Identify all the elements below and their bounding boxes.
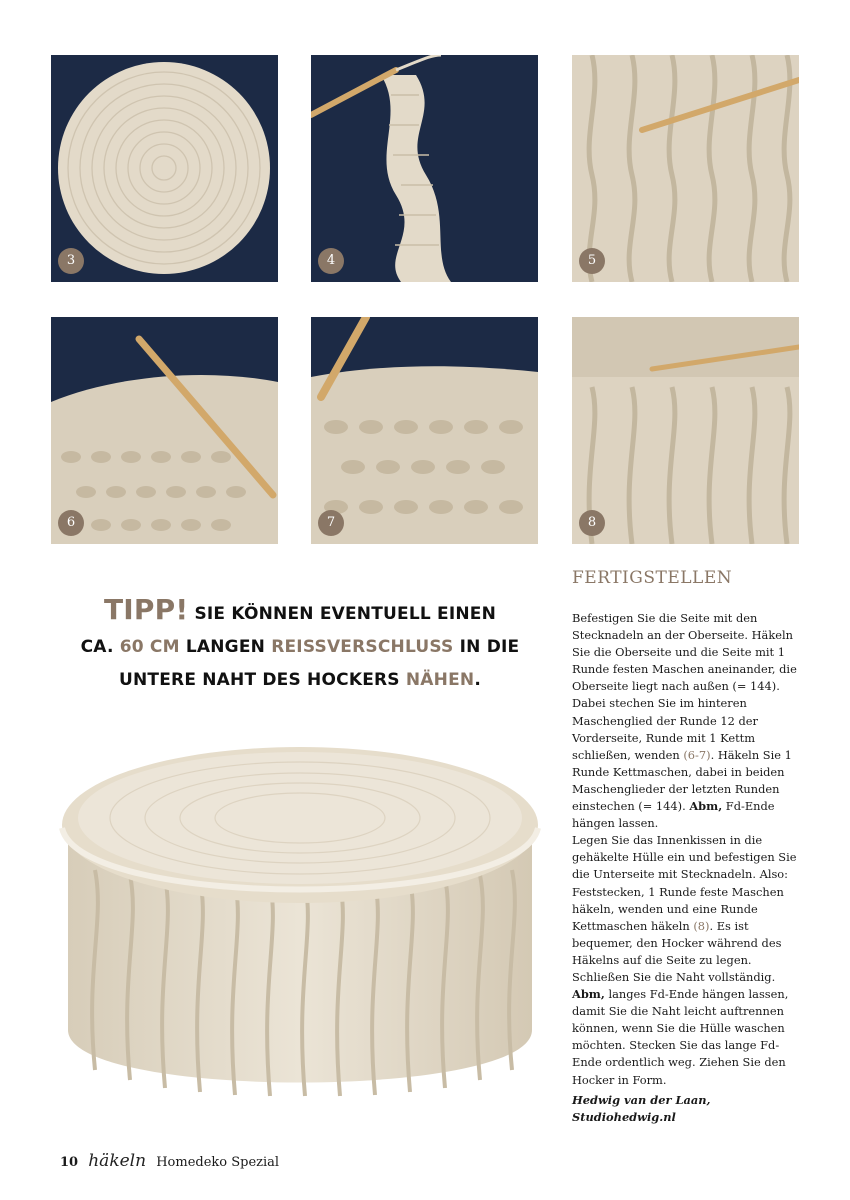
step-number-badge: 8 xyxy=(579,510,605,536)
text-run: Legen Sie das Innenkissen in die gehäkelte Hülle ein und befestigen Sie die Unterseite mit Stecknadeln. Also: Feststecken, 1 Runde feste Maschen häkeln, wenden und eine Runde Kettmaschen häkeln xyxy=(572,833,797,933)
abbr-bold: Abm, xyxy=(689,799,723,814)
tip-text-1: SIE KÖNNEN EVENTUELL EINEN xyxy=(194,604,497,624)
text-run: . Häkeln Sie 1 Runde Kettmaschen, dabei in beiden Maschenglieder der letzten Runden einstechen (= 144). xyxy=(572,747,792,814)
tip-text-ca: CA. xyxy=(80,637,114,657)
text-run: . Es ist bequemer, den Hocker während des Häkelns auf die Seite zu legen. Schließen Sie die Naht vollständig. xyxy=(572,918,782,984)
photo-step-4 xyxy=(311,55,538,282)
tip-text-4: UNTERE NAHT DES HOCKERS xyxy=(118,670,400,690)
photo-step-8 xyxy=(572,317,799,544)
section-title: FERTIGSTELLEN xyxy=(572,568,733,588)
tip-lead: TIPP! xyxy=(103,593,189,626)
author-credit xyxy=(572,1092,710,1126)
page-number: 10 xyxy=(60,1155,79,1170)
photo-step-7 xyxy=(311,317,538,544)
step-number-badge: 7 xyxy=(318,510,344,536)
author-site: Studiohedwig.nl xyxy=(572,1110,676,1124)
photo-ref: (6-7) xyxy=(683,747,711,762)
tip-text-3: IN DIE xyxy=(459,637,520,657)
step-number-badge: 5 xyxy=(579,248,605,274)
paragraph-1 xyxy=(572,610,804,832)
photo-step-3 xyxy=(51,55,278,282)
author-name: Hedwig van der Laan, xyxy=(572,1093,711,1107)
tip-dot: . xyxy=(474,670,481,690)
tip-zipper: REISSVERSCHLUSS xyxy=(271,637,454,657)
text-run: Fd-Ende hängen lassen. xyxy=(572,799,775,831)
magazine-logo: häkeln xyxy=(88,1151,147,1171)
text-run: langes Fd-Ende hängen lassen, damit Sie die Naht leicht auftrennen können, wenn Sie die Hülle waschen möchten. Stecken Sie das lange Fd-Ende ordentlich weg. Ziehen Sie den Hocker in Form. xyxy=(572,987,789,1087)
stool-photo xyxy=(50,700,550,1140)
tip-length: 60 CM xyxy=(119,637,180,657)
text-run: Befestigen Sie die Seite mit den Stecknadeln an der Oberseite. Häkeln Sie die Oberseite und die Seite mit 1 Runde festen Maschen aneinander, die Oberseite liegt nach außen (= 144). Dabei stechen Sie im hinteren Maschenglied der Runde 12 der Vorderseite, Runde mit 1 Kettm schließen, wenden xyxy=(572,611,797,762)
photo-step-6 xyxy=(51,317,278,544)
step-number-badge: 6 xyxy=(58,510,84,536)
issue-title: Homedeko Spezial xyxy=(156,1155,280,1170)
step-number-badge: 4 xyxy=(318,248,344,274)
instructions-text xyxy=(572,610,804,1089)
photo-ref: (8) xyxy=(693,918,710,933)
tip-verb: NÄHEN xyxy=(405,670,475,690)
step-number-badge: 3 xyxy=(58,248,84,274)
photo-step-5 xyxy=(572,55,799,282)
abbr-bold: Abm, xyxy=(572,987,605,1002)
tip-text-langen: LANGEN xyxy=(185,637,266,657)
paragraph-2 xyxy=(572,832,804,1088)
tip-callout xyxy=(60,593,540,697)
page-footer xyxy=(60,1151,279,1171)
